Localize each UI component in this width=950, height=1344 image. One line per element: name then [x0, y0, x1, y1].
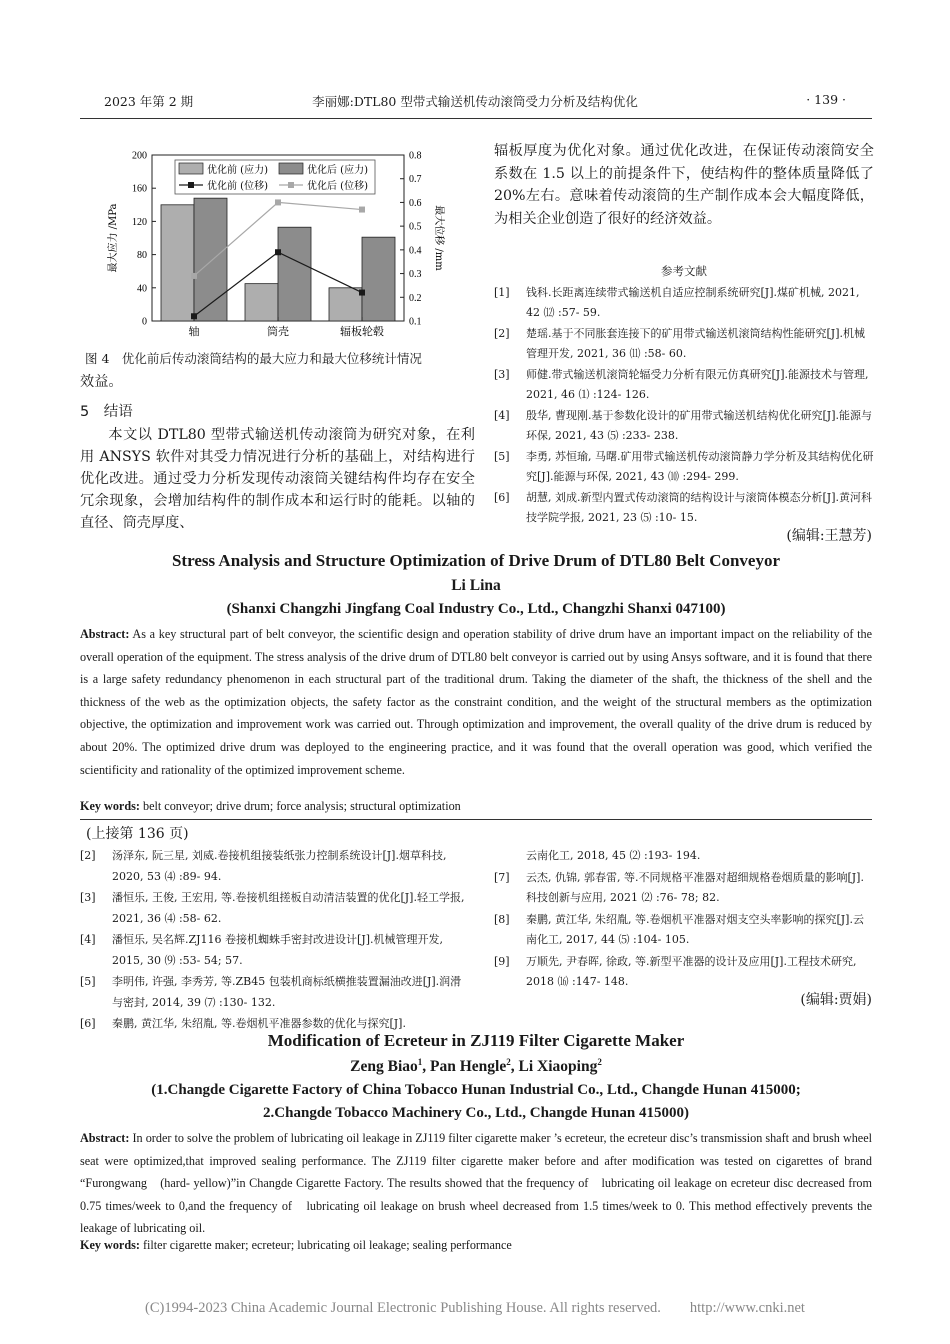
header-rule [80, 118, 872, 119]
copyright-footer: (C)1994-2023 China Academic Journal Electronic Publishing House. All rights reserved. http://www.cnki.net [145, 1300, 805, 1316]
bar-before-stress [161, 205, 194, 321]
reference-item: [3] 师健.带式输送机滚筒轮辐受力分析有限元仿真研究[J].能源技术与管理, 2021, 46 ⑴ :124- 126. [494, 368, 869, 401]
reference-item: [9] 万顺先, 尹春晖, 徐政, 等.新型平准器的设计及应用[J].工程技术研究, 2018 ⒃ :147- 148. [494, 954, 857, 988]
continued-from-label: (上接第 136 页) [86, 826, 189, 842]
reference-item: [5] 李勇, 苏恒瑜, 马曙.矿用带式输送机传动滚筒静力学分析及其结构优化研究[J].能源与环保, 2021, 43 ⑽ :294- 299. [494, 450, 874, 483]
continued-references-left [80, 846, 465, 1036]
left-paragraph-tail: 效益。 [80, 374, 123, 390]
y2-tick-label: 0.8 [409, 150, 422, 162]
reference-item: [3] 潘恒乐, 王俊, 王宏用, 等.卷接机组搓板自动清洁装置的优化[J].轻工学报, 2021, 36 ⑷ :58- 62. [80, 891, 465, 925]
marker-after-displacement [275, 199, 281, 205]
continued-references-right [494, 846, 874, 994]
english-affiliation-2a: (1.Changde Cigarette Factory of China Tobacco Hunan Industrial Co., Ltd., Changde Hunan 415000; [151, 1082, 801, 1098]
author-sup: 1 [417, 1057, 423, 1067]
reference-item: [4] 潘恒乐, 吴名辉.ZJ116 卷接机蜘蛛手密封改进设计[J].机械管理开发, 2015, 30 ⑼ :53- 54; 57. [80, 933, 444, 967]
marker-before-displacement [359, 290, 365, 296]
reference-item: [1] 钱科.长距离连续带式输送机自适应控制系统研究[J].煤矿机械, 2021, 42 ⑿ :57- 59. [494, 286, 860, 319]
author-sup: 2 [506, 1057, 511, 1067]
english-authors-2: Zeng Biao$^1$, Pan Hengle$^2$, Li Xiaoping$^2$ [350, 1057, 602, 1076]
bar-after-stress [194, 198, 227, 321]
author-sup: 2 [597, 1057, 602, 1067]
bar-before-stress [329, 288, 362, 321]
legend-label: 优化后 (应力) [307, 165, 368, 176]
x-tick-label: 轴 [188, 325, 200, 338]
y2-tick-label: 0.2 [409, 292, 422, 304]
x-tick-label: 筒壳 [267, 325, 289, 338]
legend-marker [288, 182, 294, 188]
right-paragraph: 辐板厚度为优化对象。通过优化改进，在保证传动滚筒安全系数在 1.5 以上的前提条件下，使结构件的整体质量降低了 20%左右。意味着传动滚筒的生产制作成本会大幅度降低，为相关企业创造了很好的经济效益。 [494, 143, 874, 227]
marker-before-displacement [275, 249, 281, 255]
english-title-1: Stress Analysis and Structure Optimization of Drive Drum of DTL80 Belt Conveyor [171, 551, 781, 570]
english-keywords-2: Key words: filter cigarette maker; ecreteur; lubricating oil leakage; sealing performance [80, 1238, 512, 1252]
y-tick-label: 160 [132, 183, 147, 195]
references-title: 参考文献 [661, 264, 707, 278]
legend-label: 优化前 (应力) [207, 165, 268, 176]
english-abstract-2: Abstract: In order to solve the problem of lubricating oil leakage in ZJ119 filter cigarette maker ’s ecreteur, the ecreteur disc’s transmission shaft and brush wheel seat were optimized,that improved sealing performance. The ZJ119 filter cigarette maker before and after modification was tested on cigarettes of brand “Furongwang (hard- yellow)”in Changde Cigarette Factory. The results showed that the frequency of lubricating oil leakage on ecreteur disc decreased from 0.75 times/week to 0,and the frequency of lubricating oil leakage on brush wheel decreased from 1.5 times/week to 0. This method effectively prevents the leakage of lubricating oil. [80, 1131, 872, 1236]
y-tick-label: 80 [137, 250, 147, 262]
author-name: Pan Hengle [430, 1058, 507, 1076]
stress-displacement-chart [80, 140, 475, 350]
y2-tick-label: 0.1 [409, 316, 422, 328]
english-title-2: Modification of Ecreteur in ZJ119 Filter Cigarette Maker [267, 1031, 685, 1050]
english-author-1: Li Lina [451, 577, 501, 594]
running-header [104, 92, 846, 114]
reference-item: [8] 秦鹏, 黄江华, 朱绍胤, 等.卷烟机平准器对烟支空头率影响的探究[J].云南化工, 2017, 44 ⑸ :104- 105. [494, 912, 864, 946]
section-title-conclusion: 5 结语 [80, 404, 133, 420]
figure-4 [80, 140, 475, 350]
english-keywords-1: Key words: belt conveyor; drive drum; force analysis; structural optimization [80, 799, 461, 813]
section-divider [80, 819, 872, 820]
y-tick-label: 40 [137, 283, 147, 295]
y-tick-label: 120 [132, 216, 147, 228]
x-tick-label: 辐板轮毂 [340, 325, 384, 338]
reference-item: [7] 云杰, 仇锦, 郭春雷, 等.不同规格平准器对超细规格卷烟质量的影响[J].科技创新与应用, 2021 ⑵ :76- 78; 82. [494, 870, 864, 904]
reference-item: [6] 胡慧, 刘成.新型内置式传动滚筒的结构设计与滚筒体模态分析[J].黄河科技学院学报, 2021, 23 ⑸ :10- 15. [494, 491, 872, 524]
legend-swatch [179, 163, 203, 174]
english-abstract-1: Abstract: As a key structural part of belt conveyor, the scientific design and operation stability of drive drum have an important impact on the reliability of the overall operation of the equipment. The stress analysis of the drive drum of DTL80 belt conveyor is carried out by using Ansys software, and it is found that there is a large safety redundancy phenomenon in each structural part of the traditional drum. Taking the diameter of the shaft, the thickness of the shell and the thickness of the web as the optimization objects, the safety factor as the constraint condition, and the weight of the structural members as the optimization objective, the optimization and improvement work was carried out. Through optimization and improvement, the overall quality of the drive drum is reduced by about 20%. The optimized drive drum was deployed to the engineering practice, and it was found that the overall operation was good, which verified the scientificity and rationality of the optimized improvement scheme. [80, 627, 872, 777]
marker-after-displacement [359, 207, 365, 213]
references-list [494, 283, 874, 529]
y2-tick-label: 0.4 [409, 245, 422, 257]
bar-before-stress [245, 284, 278, 321]
y-tick-label: 200 [132, 150, 147, 162]
legend-label: 优化前 (位移) [207, 181, 268, 192]
reference-item: [2] 汤泽东, 阮三星, 刘威.卷接机组接装纸张力控制系统设计[J].烟草科技, 2020, 53 ⑷ :89- 94. [80, 849, 447, 883]
marker-before-displacement [191, 313, 197, 319]
reference-item: [6] 秦鹏, 黄江华, 朱绍胤, 等.卷烟机平准器参数的优化与探究[J]. [80, 1017, 406, 1030]
legend-marker [188, 182, 194, 188]
issue-label: 2023 年第 2 期 [104, 94, 194, 109]
page-number: · 139 · [806, 92, 846, 107]
editor-note: (编辑:王慧芳) [786, 528, 872, 544]
y-tick-label: 0 [142, 316, 147, 328]
y2-axis-label: 最大位移 /mm [433, 205, 444, 271]
legend-swatch [279, 163, 303, 174]
author-name: Li Xiaoping [518, 1058, 598, 1076]
figure-caption: 图 4 优化前后传动滚筒结构的最大应力和最大位移统计情况 [85, 351, 422, 366]
marker-after-displacement [191, 273, 197, 279]
y2-tick-label: 0.5 [409, 221, 422, 233]
y-axis-label: 最大应力 /MPa [108, 203, 119, 273]
editor-note-2: (编辑:贾娟) [800, 992, 872, 1008]
reference-item: [2] 楚瑶.基于不同胀套连接下的矿用带式输送机滚筒结构性能研究[J].机械管理开发, 2021, 36 ⑾ :58- 60. [494, 327, 865, 360]
y2-tick-label: 0.7 [409, 174, 422, 186]
y2-tick-label: 0.6 [409, 197, 422, 209]
english-affiliation-1: (Shanxi Changzhi Jingfang Coal Industry Co., Ltd., Changzhi Shanxi 047100) [226, 601, 726, 617]
author-name: Zeng Biao [350, 1058, 418, 1076]
conclusion-paragraph: 本文以 DTL80 型带式输送机传动滚筒为研究对象，在利用 ANSYS 软件对其受力情况进行分析的基础上，对结构进行优化改进。通过受力分析发现传动滚筒关键结构件均存在安全冗余现象，会增加结构件的制作成本和运行时的能耗。以轴的直径、筒壳厚度、 [80, 427, 475, 531]
legend-label: 优化后 (位移) [307, 181, 368, 192]
bar-after-stress [278, 227, 311, 321]
reference-item-continued: 云南化工, 2018, 45 ⑵ :193- 194. [526, 849, 701, 862]
bar-after-stress [362, 237, 395, 321]
reference-item: [5] 李明伟, 许强, 李秀芳, 等.ZB45 包装机商标纸横推装置漏油改进[J].润滑与密封, 2014, 39 ⑺ :130- 132. [80, 975, 462, 1009]
english-affiliation-2b: 2.Changde Tobacco Machinery Co., Ltd., Changde Hunan 415000) [263, 1105, 689, 1121]
reference-item: [4] 殷华, 曹现刚.基于参数化设计的矿用带式输送机结构优化研究[J].能源与环保, 2021, 43 ⑸ :233- 238. [494, 409, 872, 442]
running-title: 李丽娜:DTL80 型带式输送机传动滚筒受力分析及结构优化 [312, 94, 638, 109]
y2-tick-label: 0.3 [409, 269, 422, 281]
